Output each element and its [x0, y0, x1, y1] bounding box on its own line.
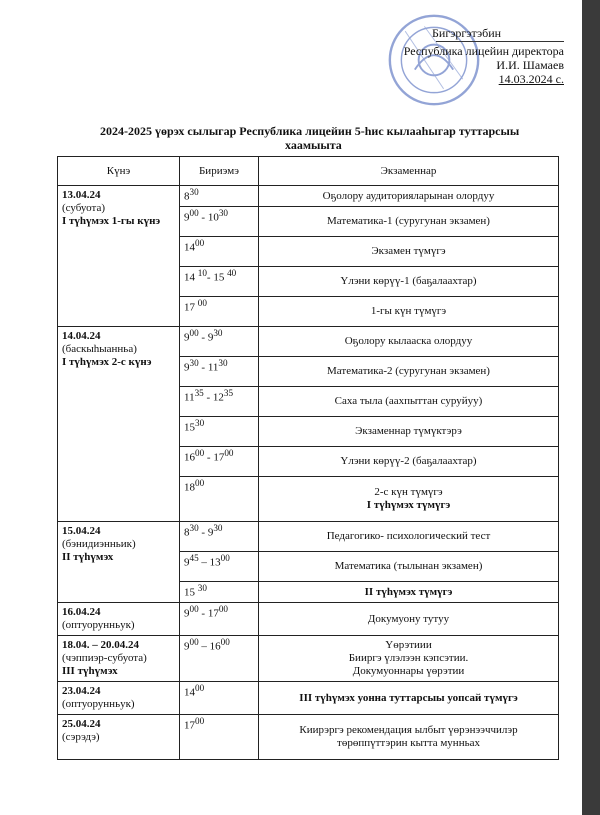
time-time: 9	[184, 331, 190, 344]
time-time-sup: 00	[195, 478, 205, 488]
exam-cell	[259, 447, 559, 477]
time-time: 9	[184, 361, 190, 374]
time-time2-sup: 00	[218, 604, 228, 614]
time-time2-sup: 35	[223, 388, 234, 398]
exam-cell	[259, 477, 559, 522]
time-time2-sup: 30	[213, 328, 223, 338]
approval-director-name: И.И. Шамаев	[496, 58, 564, 72]
time-time2: - 12	[203, 391, 224, 404]
time-time-sup: 30	[189, 187, 199, 197]
day-stage: II түһүмэх	[62, 551, 114, 563]
signature-line	[436, 41, 564, 42]
exam-text: Математика-1 (суругунан экзамен)	[327, 215, 490, 227]
exam-text: Экзаменнар түмүктэрэ	[355, 425, 462, 437]
table-row	[58, 715, 559, 760]
exam-text: Математика-2 (суругунан экзамен)	[327, 365, 490, 377]
time-time: 17	[184, 301, 198, 314]
time-cell	[180, 636, 259, 682]
time-time-sup: 00	[189, 208, 199, 218]
day-date: 14.04.24	[62, 330, 101, 342]
day-weekday: (оптуорунньук)	[62, 698, 135, 710]
day-weekday: (оптуорунньук)	[62, 619, 135, 631]
time-cell	[180, 267, 259, 297]
day-date: 16.04.24	[62, 606, 101, 618]
time-time2: - 9	[198, 331, 214, 344]
time-time: 14	[184, 241, 195, 254]
exam-cell	[259, 603, 559, 636]
day-weekday: (бэнидиэнньик)	[62, 538, 136, 550]
exam-cell	[259, 327, 559, 357]
time-time: 8	[184, 526, 190, 539]
table-row	[58, 682, 559, 715]
exam-cell	[259, 207, 559, 237]
time-time2: - 9	[198, 526, 214, 539]
exam-text: Педагогико- психологический тест	[326, 530, 491, 542]
time-time-sup: 45	[189, 553, 199, 563]
time-cell	[180, 357, 259, 387]
exam-text: Үлэни көрүү-1 (баҕалаахтар)	[340, 275, 477, 287]
exam-text: 2-с күн түмүгэ	[374, 486, 443, 498]
time-time: 14	[184, 686, 195, 699]
day-cell	[58, 715, 180, 760]
time-cell	[180, 522, 259, 552]
time-time: 9	[184, 556, 190, 569]
time-time2: - 17	[198, 607, 219, 620]
approval-block	[354, 26, 564, 86]
title-line-1: 2024-2025 үөрэх сылыгар Республика лицейин 5-һис кылааһыгар туттарсыы	[100, 124, 520, 138]
time-time: 15	[184, 586, 198, 599]
schedule-table	[57, 156, 559, 760]
time-cell	[180, 682, 259, 715]
exam-text: Үлэни көрүү-2 (баҕалаахтар)	[340, 455, 477, 467]
time-cell	[180, 552, 259, 582]
time-time: 16	[184, 451, 195, 464]
exam-cell	[259, 417, 559, 447]
schedule-body	[58, 186, 559, 760]
title-line-2: хаамыыта	[285, 138, 342, 152]
exam-text: Экзамен түмүгэ	[371, 245, 446, 257]
table-row	[58, 327, 559, 357]
time-cell	[180, 603, 259, 636]
exam-text: Оҕолору кылааска олордуу	[344, 335, 473, 347]
time-cell	[180, 297, 259, 327]
time-time-sup: 00	[189, 328, 199, 338]
exam-text3: Докумуоннары үөрэтии	[352, 665, 465, 677]
day-date: 13.04.24	[62, 189, 101, 201]
time-time: 17	[184, 719, 195, 732]
time-cell	[180, 447, 259, 477]
approval-date: 14.03.2024 с.	[498, 72, 564, 86]
table-row	[58, 186, 559, 207]
day-weekday: (баскыһыанньа)	[62, 343, 137, 355]
approval-line-1: Бигэргэтэбин	[432, 26, 502, 40]
time-time-sup: 30	[195, 418, 205, 428]
time-time-sup: 00	[189, 637, 199, 647]
time-time: 9	[184, 211, 190, 224]
time-time-sup: 10	[197, 268, 207, 278]
time-time-sup: 00	[195, 683, 205, 693]
time-time2-sup: 00	[224, 448, 234, 458]
day-weekday: (сэрэдэ)	[62, 731, 100, 743]
exam-cell	[259, 682, 559, 715]
exam-cell	[259, 552, 559, 582]
day-stage: I түһүмэх 1-гы күнэ	[62, 215, 161, 227]
exam-cell	[259, 297, 559, 327]
time-cell	[180, 715, 259, 760]
day-weekday: (субуота)	[62, 202, 106, 214]
exam-cell	[259, 357, 559, 387]
exam-text: Докумуону тутуу	[367, 612, 450, 625]
time-time-sup: 00	[195, 238, 205, 248]
time-time2-sup: 40	[227, 268, 237, 278]
day-cell	[58, 327, 180, 522]
exam-text: Үөрэтиии	[385, 639, 432, 651]
time-cell	[180, 237, 259, 267]
time-cell	[180, 327, 259, 357]
exam-text-bold: II түһүмэх түмүгэ	[364, 585, 453, 598]
scan-border	[582, 0, 600, 815]
day-date: 18.04. – 20.04.24	[62, 639, 139, 651]
time-time2-sup: 30	[218, 358, 228, 368]
time-time: 8	[184, 190, 190, 203]
exam-text-bold: III түһүмэх уонна туттарсыы уопсай түмүгэ	[299, 691, 518, 704]
exam-cell	[259, 387, 559, 417]
time-time: 9	[184, 640, 190, 653]
time-time2-sup: 00	[220, 553, 230, 563]
time-time2: – 13	[198, 556, 221, 569]
day-date: 23.04.24	[62, 685, 101, 697]
time-time-sup: 35	[194, 388, 204, 398]
time-time-sup: 00	[195, 448, 205, 458]
day-stage: I түһүмэх 2-с күнэ	[62, 356, 152, 368]
header-day: Күнэ	[58, 157, 180, 186]
exam-text: Киирэргэ рекомендация ылбыт үөрэнээччилэр	[299, 724, 518, 736]
header-time: Бириэмэ	[180, 157, 259, 186]
time-time2: - 17	[204, 451, 225, 464]
day-cell	[58, 603, 180, 636]
time-time-sup: 00	[189, 604, 199, 614]
exam-text: Оҕолору аудиторияларынан олордуу	[322, 189, 495, 202]
exam-cell	[259, 267, 559, 297]
time-time: 15	[184, 421, 195, 434]
table-row	[58, 522, 559, 552]
exam-text: Математика (тылынан экзамен)	[334, 560, 483, 572]
time-time2: - 15	[206, 271, 228, 284]
approval-line-2: Республика лицейин директора	[403, 44, 564, 58]
time-time: 14	[184, 271, 198, 284]
exam-text: 1-гы күн түмүгэ	[370, 305, 447, 317]
time-time2-sup: 30	[218, 208, 228, 218]
time-time: 9	[184, 607, 190, 620]
document-title	[100, 124, 570, 152]
time-cell	[180, 207, 259, 237]
time-cell	[180, 477, 259, 522]
table-header-row	[58, 157, 559, 186]
time-cell	[180, 417, 259, 447]
day-cell	[58, 636, 180, 682]
day-weekday: (чэппиэр-субуота)	[62, 652, 147, 664]
day-stage: III түһүмэх	[62, 665, 118, 677]
exam-cell	[259, 636, 559, 682]
time-time: 18	[184, 481, 195, 494]
day-cell	[58, 682, 180, 715]
day-date: 15.04.24	[62, 525, 101, 537]
table-row	[58, 603, 559, 636]
day-date: 25.04.24	[62, 718, 101, 730]
exam-cell	[259, 237, 559, 267]
exam-cell	[259, 582, 559, 603]
exam-cell	[259, 715, 559, 760]
time-time2: – 16	[198, 640, 221, 653]
exam-cell	[259, 522, 559, 552]
day-cell	[58, 186, 180, 327]
time-time2: - 10	[198, 211, 219, 224]
exam-text: Саха тыла (аахпыттан суруйуу)	[334, 395, 483, 407]
time-time-sup: 30	[197, 583, 207, 593]
time-cell	[180, 186, 259, 207]
exam-text2: Бииргэ үлэлээн кэпсэтии.	[348, 652, 469, 664]
exam-cell	[259, 186, 559, 207]
exam-text2: төрөппүттэрин кытта мунньах	[337, 737, 480, 749]
time-time2: - 11	[198, 361, 219, 374]
exam-text-bold: I түһүмэх түмүгэ	[366, 499, 451, 511]
table-row	[58, 636, 559, 682]
time-time2-sup: 00	[220, 637, 230, 647]
time-time2-sup: 30	[213, 523, 223, 533]
day-cell	[58, 522, 180, 603]
time-time-sup: 30	[189, 358, 199, 368]
time-cell	[180, 582, 259, 603]
time-time: 11	[184, 391, 195, 404]
time-time-sup: 00	[195, 716, 205, 726]
time-time-sup: 30	[189, 523, 199, 533]
time-cell	[180, 387, 259, 417]
time-time-sup: 00	[197, 298, 207, 308]
header-exams: Экзаменнар	[259, 157, 559, 186]
